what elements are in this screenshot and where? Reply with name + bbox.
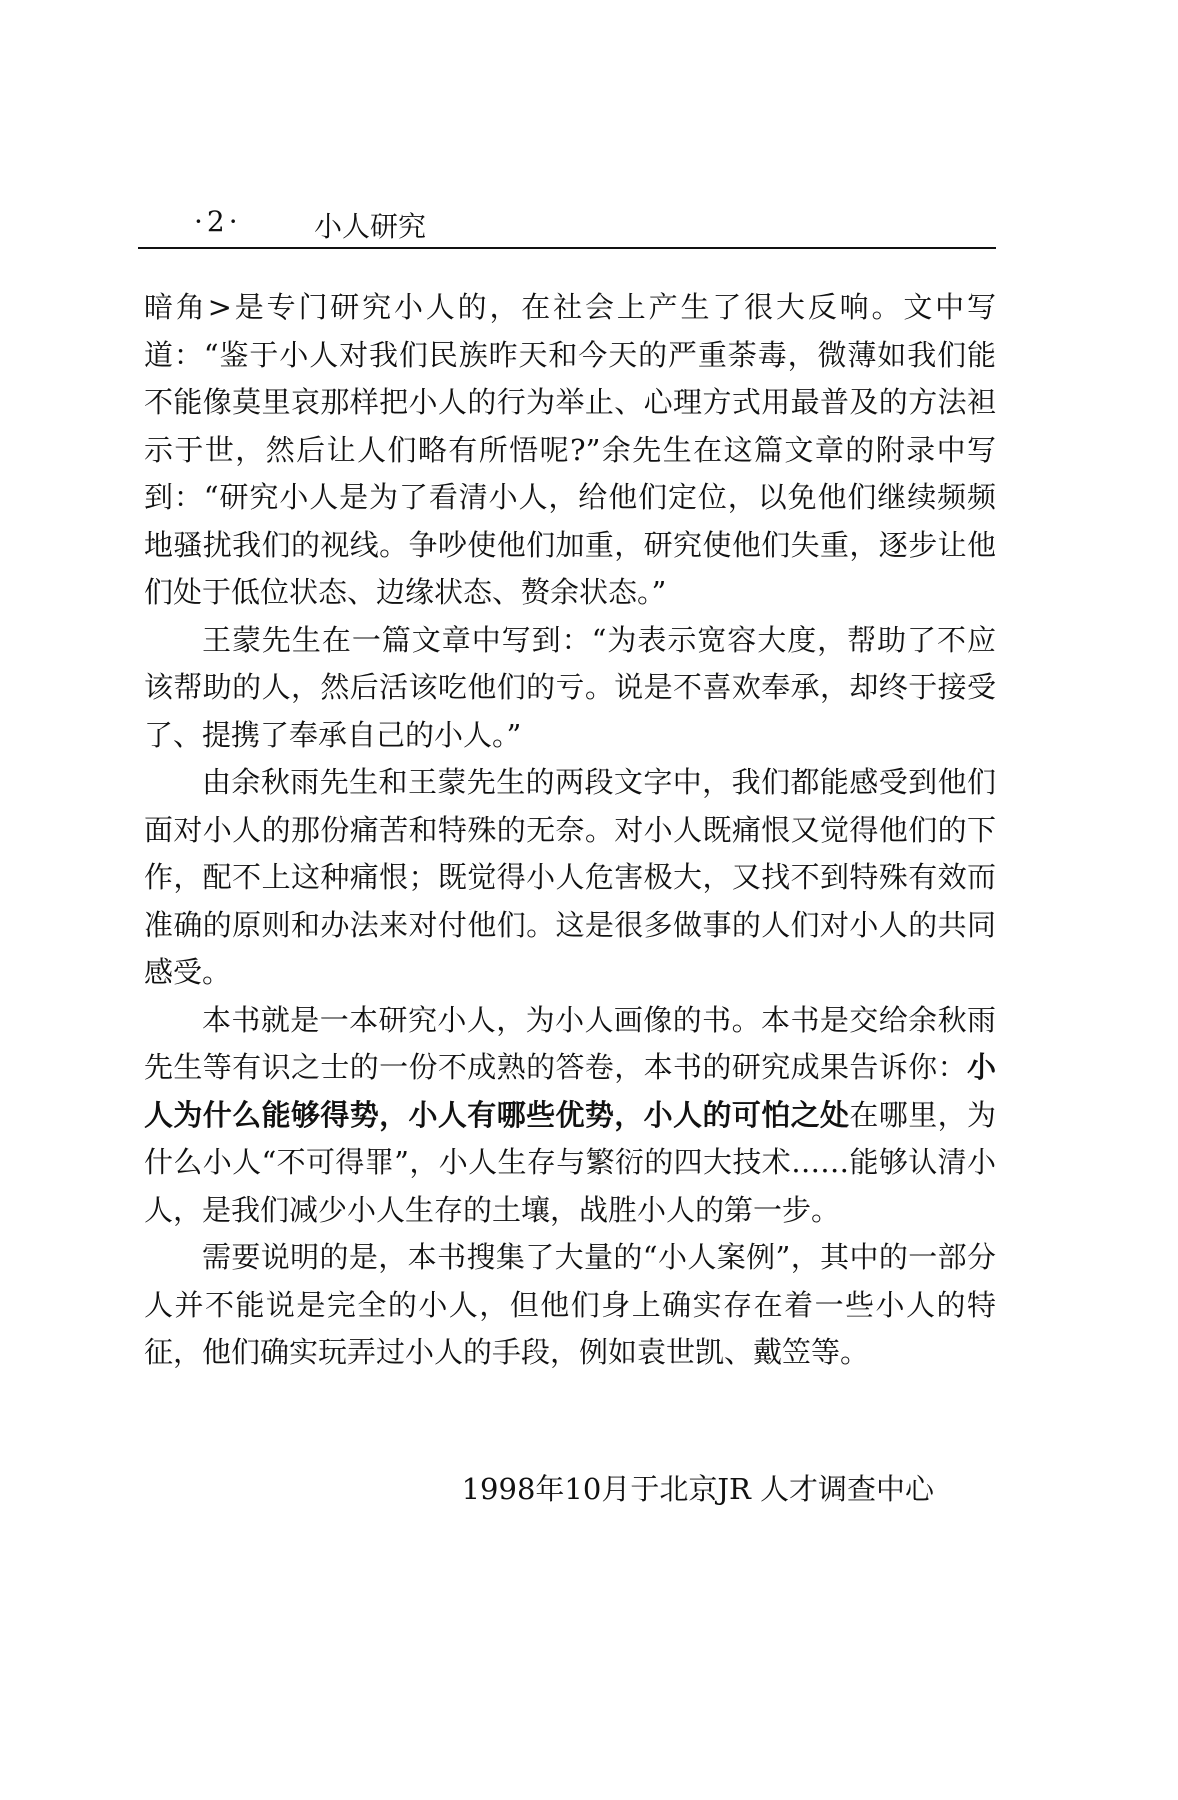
body-text: [144, 284, 996, 1377]
book-title: 小人研究: [314, 210, 427, 243]
paragraph-4-lead: 本书就是一本研究小人，为小人画像的书。本书是交给余秋雨先生等有识之士的一份不成熟的答卷，本书的研究成果告诉你：: [144, 1002, 996, 1084]
paragraph-4-tail: 在哪里，为什么小人“不可得罪”，小人生存与繁衍的四大技术……能够认清小人，是我们减少小人生存的土壤，战胜小人的第一步。: [144, 1097, 996, 1227]
paragraph-4-emphasis: 小人为什么能够得势，小人有哪些优势，小人的可怕之处: [144, 1050, 996, 1132]
running-header: [138, 203, 996, 249]
paragraph-1: 暗角>是专门研究小人的，在社会上产生了很大反响。文中写道：“鉴于小人对我们民族昨天和今天的严重荼毒，微薄如我们能不能像莫里哀那样把小人的行为举止、心理方式用最普及的方法袒示于世，然后让人们略有所悟呢?”余先生在这篇文章的附录中写到：“研究小人是为了看清小人，给他们定位，以免他们继续频频地骚扰我们的视线。争吵使他们加重，研究使他们失重，逐步让他们处于低位状态、边缘状态、赘余状态。”: [144, 290, 996, 609]
paragraph-5: 需要说明的是，本书搜集了大量的“小人案例”，其中的一部分人并不能说是完全的小人，但他们身上确实存在着一些小人的特征，他们确实玩弄过小人的手段，例如袁世凯、戴笠等。: [144, 1240, 996, 1369]
paragraph-2: 王蒙先生在一篇文章中写到：“为表示宽容大度，帮助了不应该帮助的人，然后活该吃他们的亏。说是不喜欢奉承，却终于接受了、提携了奉承自己的小人。”: [144, 622, 996, 752]
paragraph-4: [144, 997, 996, 1235]
page-number: ·2·: [194, 205, 242, 238]
paragraph-3: 由余秋雨先生和王蒙先生的两段文字中，我们都能感受到他们面对小人的那份痛苦和特殊的无奈。对小人既痛恨又觉得他们的下作，配不上这种痛恨；既觉得小人危害极大，又找不到特殊有效而准确的原则和办法来对付他们。这是很多做事的人们对小人的共同感受。: [144, 765, 996, 989]
date-signature: 1998年10月于北京JR 人才调查中心: [461, 1472, 934, 1506]
